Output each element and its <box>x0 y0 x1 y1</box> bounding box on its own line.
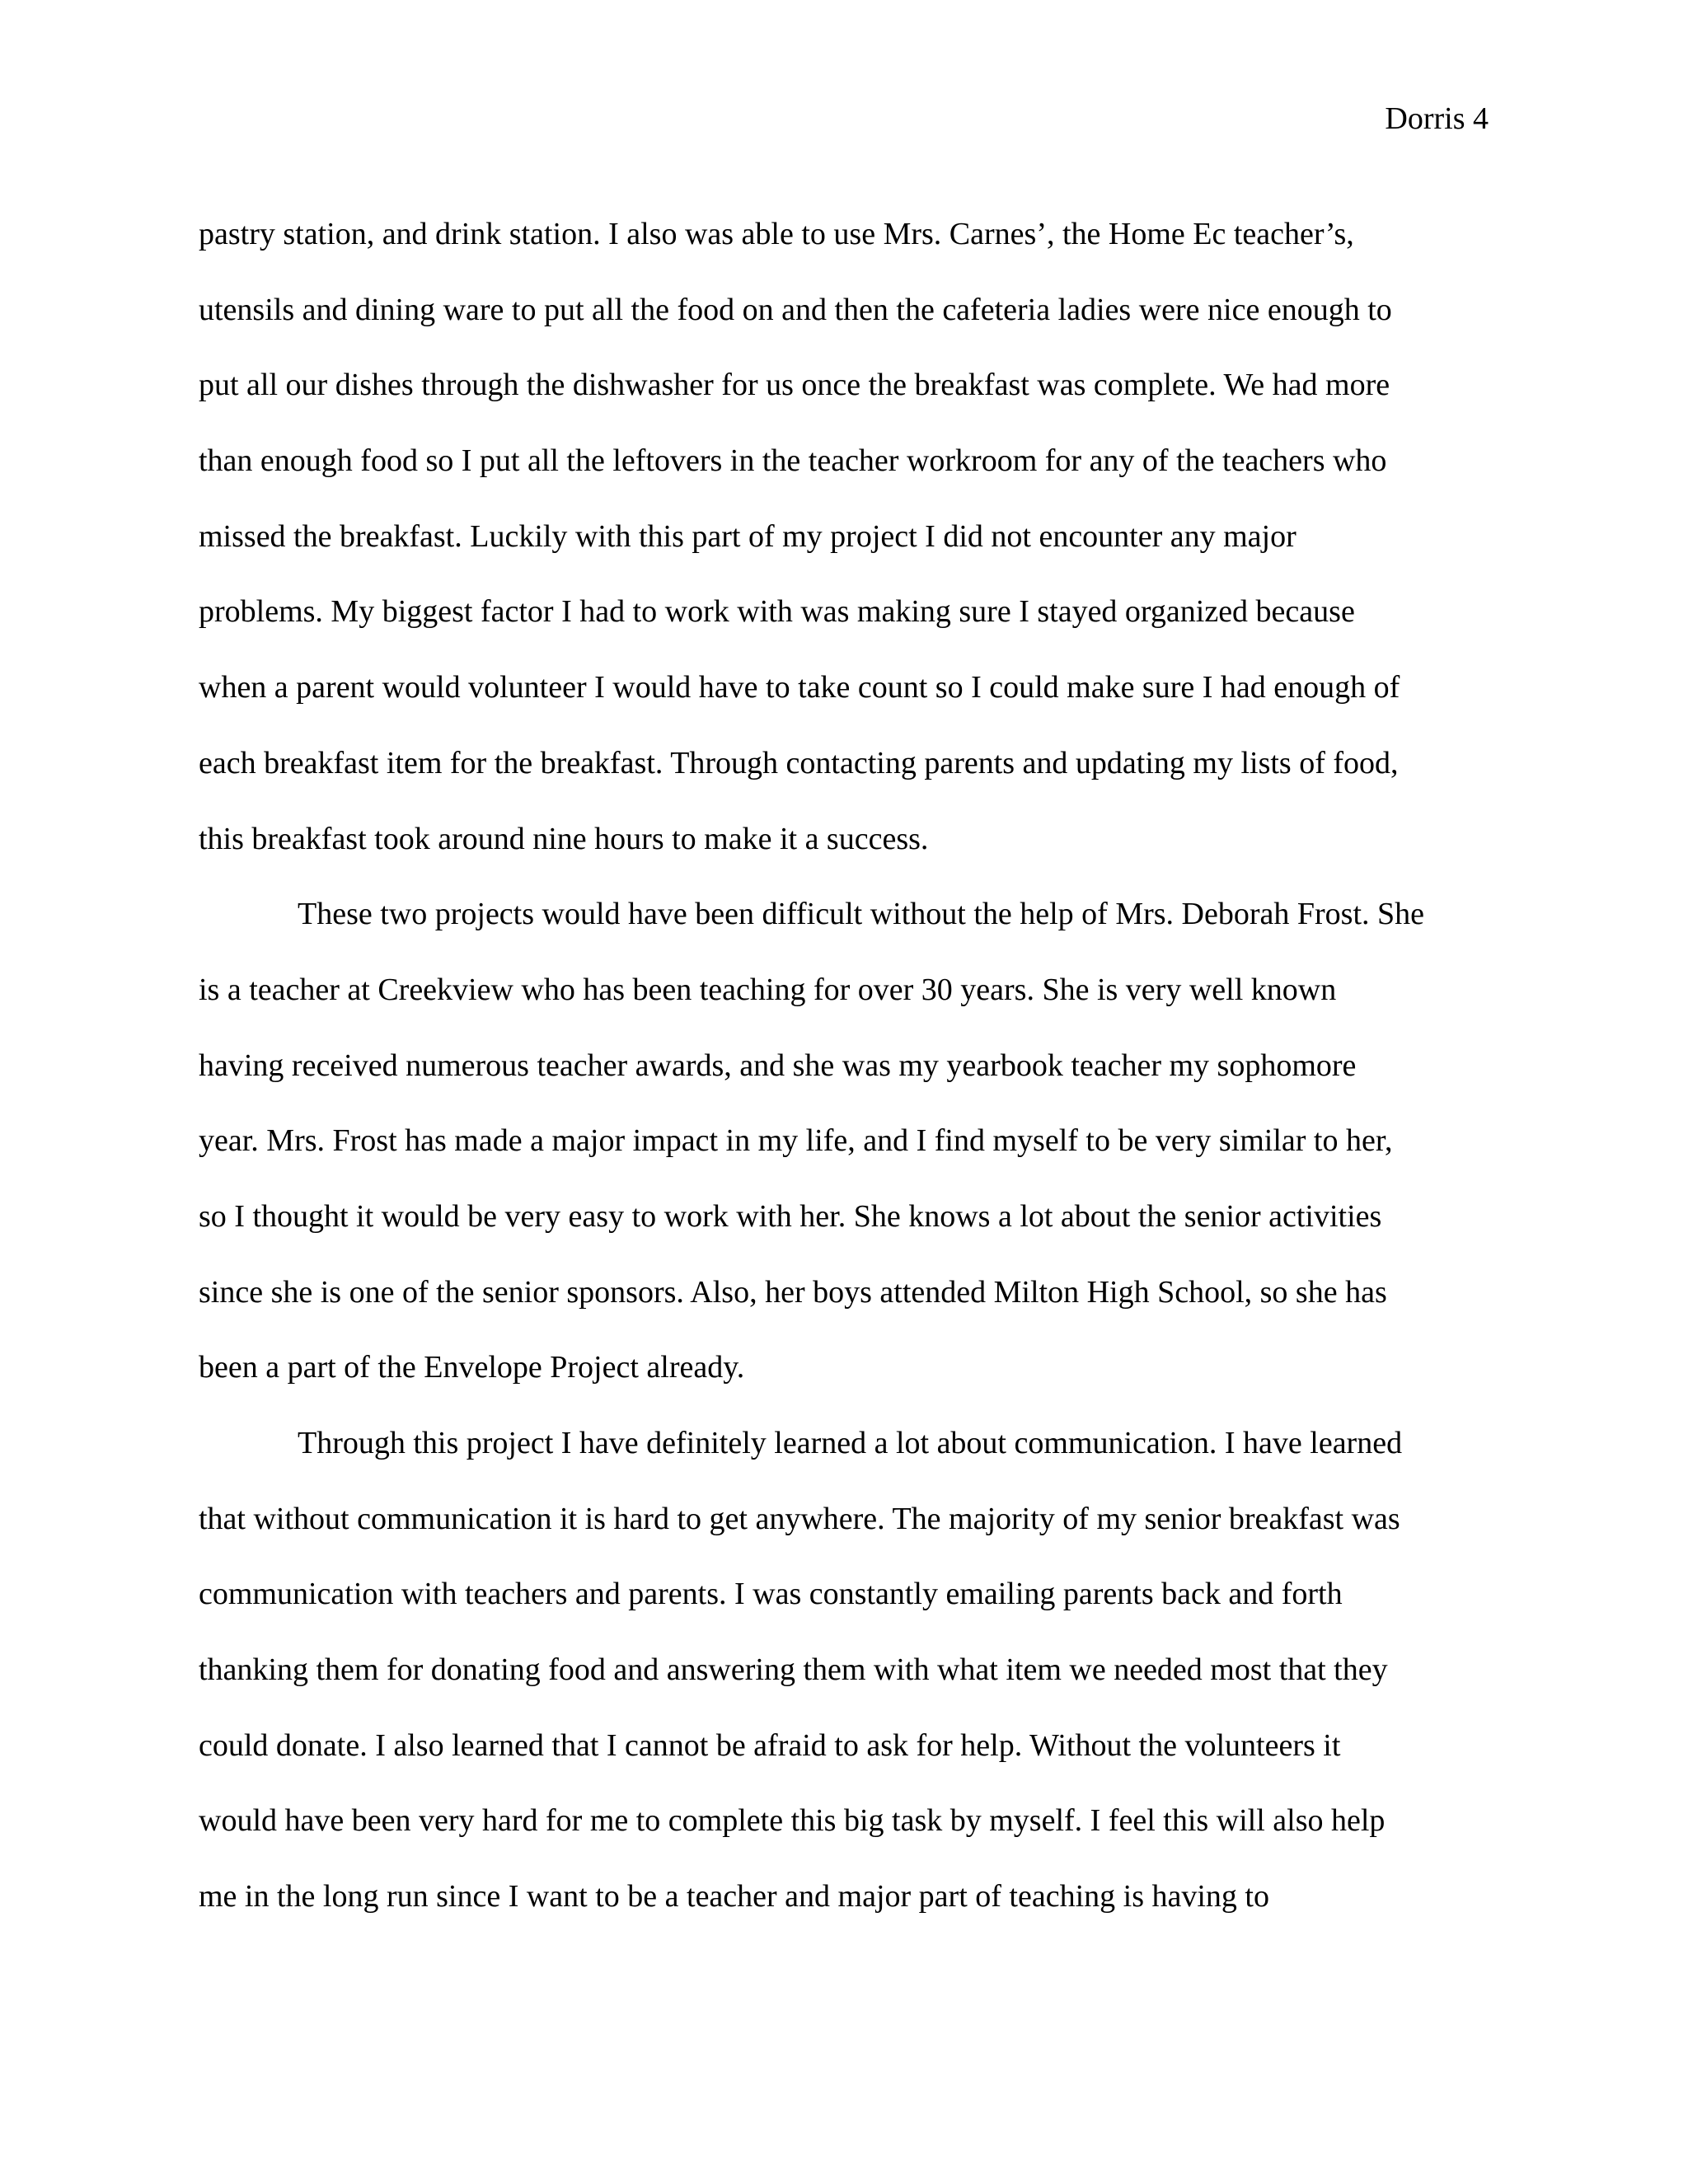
text-line: when a parent would volunteer I would have to take count so I could make sure I had enough of <box>199 670 1400 705</box>
text-line: since she is one of the senior sponsors. Also, her boys attended Milton High School, so she has <box>199 1274 1387 1310</box>
text-line-indented: These two projects would have been difficult without the help of Mrs. Deborah Frost. She <box>298 897 1425 932</box>
text-line: is a teacher at Creekview who has been teaching for over 30 years. She is very well known <box>199 972 1337 1007</box>
text-line: could donate. I also learned that I cannot be afraid to ask for help. Without the volunteers it <box>199 1727 1341 1763</box>
text-line: put all our dishes through the dishwasher for us once the breakfast was complete. We had more <box>199 368 1390 403</box>
text-line-indented: Through this project I have definitely learned a lot about communication. I have learned <box>298 1426 1403 1460</box>
text-line: that without communication it is hard to get anywhere. The majority of my senior breakfast was <box>199 1501 1400 1536</box>
text-line: year. Mrs. Frost has made a major impact in my life, and I find myself to be very similar to her, <box>199 1123 1393 1159</box>
text-line: having received numerous teacher awards, and she was my yearbook teacher my sophomore <box>199 1047 1357 1083</box>
running-head: Dorris 4 <box>1385 101 1489 136</box>
text-line: pastry station, and drink station. I also was able to use Mrs. Carnes’, the Home Ec teacher’s, <box>199 217 1354 251</box>
paragraph-2 <box>199 877 1491 1406</box>
text-line: me in the long run since I want to be a teacher and major part of teaching is having to <box>199 1879 1269 1915</box>
text-line: would have been very hard for me to complete this big task by myself. I feel this will also help <box>199 1803 1386 1839</box>
text-line: than enough food so I put all the leftovers in the teacher workroom for any of the teachers who <box>199 443 1387 479</box>
text-line: problems. My biggest factor I had to work with was making sure I stayed organized because <box>199 594 1355 630</box>
paragraph-1 <box>199 197 1491 877</box>
paragraph-3 <box>199 1406 1491 1935</box>
text-line: thanking them for donating food and answering them with what item we needed most that they <box>199 1652 1388 1688</box>
text-line: this breakfast took around nine hours to make it a success. <box>199 821 929 856</box>
text-line: each breakfast item for the breakfast. Through contacting parents and updating my lists of food, <box>199 745 1399 780</box>
text-line: been a part of the Envelope Project already. <box>199 1350 745 1385</box>
text-line: utensils and dining ware to put all the food on and then the cafeteria ladies were nice enough to <box>199 292 1392 327</box>
text-line: so I thought it would be very easy to work with her. She knows a lot about the senior activities <box>199 1198 1382 1234</box>
body-text <box>199 197 1491 1935</box>
text-line: communication with teachers and parents. I was constantly emailing parents back and forth <box>199 1577 1343 1612</box>
text-line: missed the breakfast. Luckily with this part of my project I did not encounter any major <box>199 518 1296 554</box>
